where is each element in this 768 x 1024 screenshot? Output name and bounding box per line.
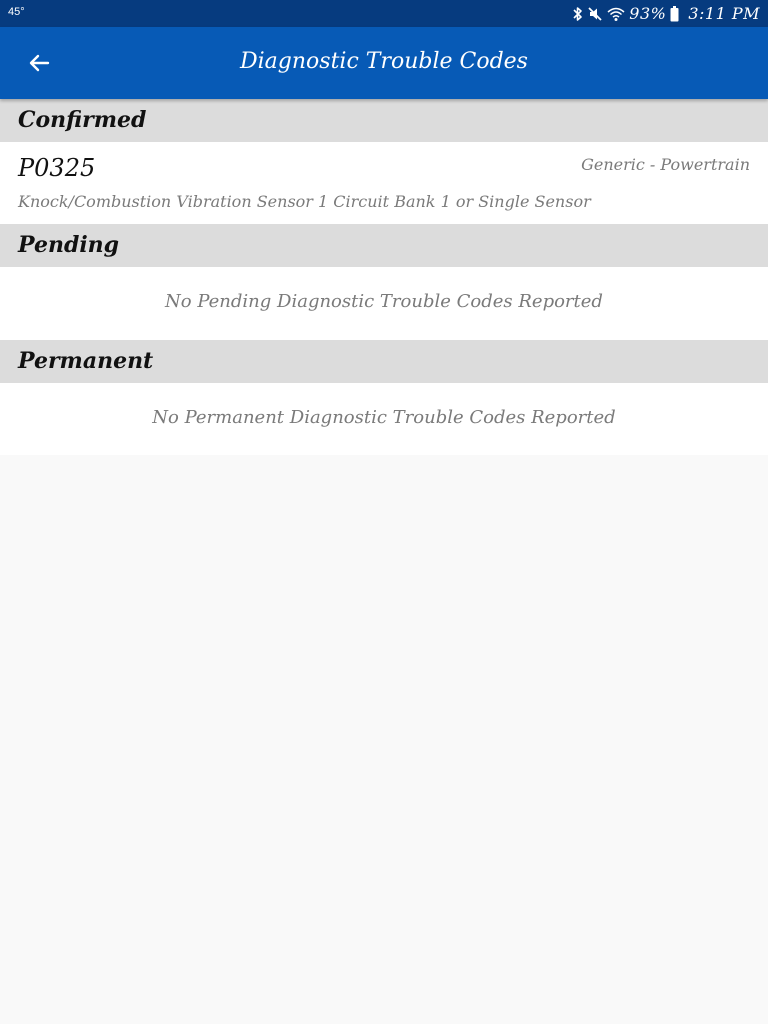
bluetooth-icon xyxy=(572,6,583,22)
status-icons xyxy=(572,2,760,25)
dtc-description: Knock/Combustion Vibration Sensor 1 Circuit Bank 1 or Single Sensor xyxy=(18,192,591,211)
battery-icon xyxy=(670,6,679,22)
pending-empty-state xyxy=(0,267,768,340)
app-bar xyxy=(0,27,768,99)
wifi-icon xyxy=(607,6,625,22)
section-label-confirmed: Confirmed xyxy=(18,107,147,133)
section-header-permanent xyxy=(0,340,768,383)
dtc-code: P0325 xyxy=(18,154,96,182)
mute-icon xyxy=(587,6,603,22)
section-label-pending: Pending xyxy=(18,232,120,258)
clock-text: 3:11 PM xyxy=(688,4,760,23)
section-label-permanent: Permanent xyxy=(18,348,154,374)
dtc-list-item[interactable] xyxy=(0,142,768,224)
dtc-category: Generic - Powertrain xyxy=(581,155,750,174)
temperature-text: 45° xyxy=(8,6,25,18)
pending-empty-message: No Pending Diagnostic Trouble Codes Reported xyxy=(165,291,603,312)
permanent-empty-message: No Permanent Diagnostic Trouble Codes Reported xyxy=(152,407,616,428)
section-header-pending xyxy=(0,224,768,267)
permanent-empty-state xyxy=(0,383,768,455)
page-title: Diagnostic Trouble Codes xyxy=(240,49,528,74)
section-header-confirmed xyxy=(0,99,768,142)
status-bar xyxy=(0,0,768,27)
battery-percent: 93% xyxy=(629,4,667,23)
